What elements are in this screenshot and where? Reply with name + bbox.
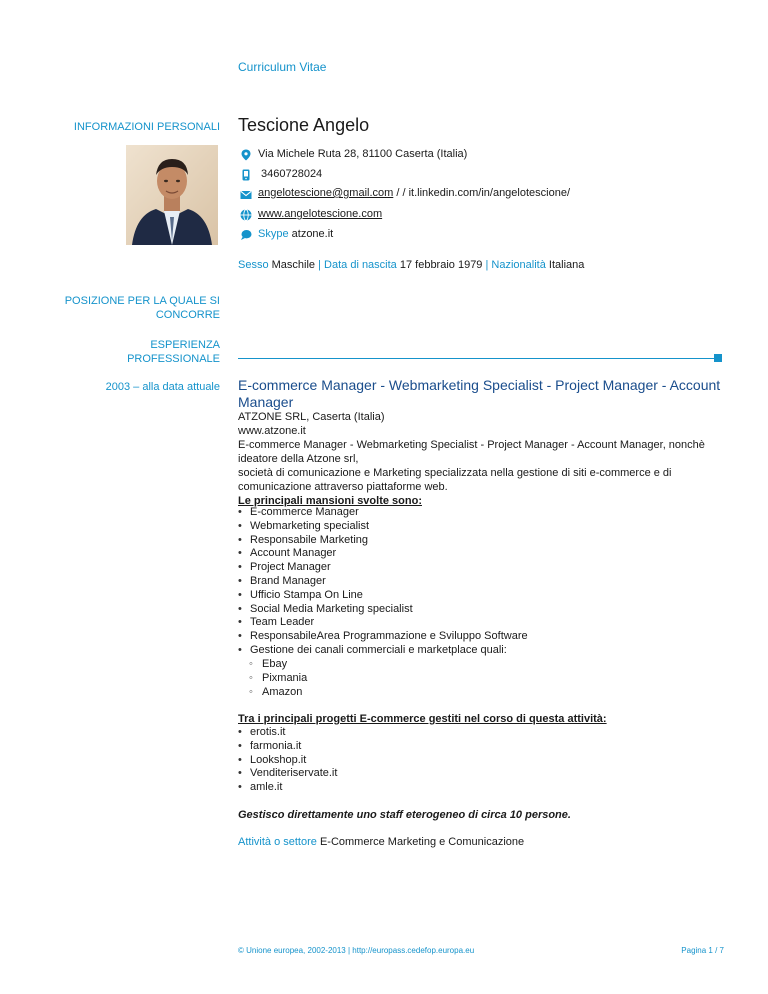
label-position-line2: CONCORRE bbox=[155, 309, 220, 321]
list-item: • Webmarketing specialist bbox=[238, 520, 528, 534]
job-desc-line: comunicazione attraverso piattaforme web. bbox=[238, 481, 448, 493]
marketplaces-list bbox=[238, 658, 307, 699]
list-item: • Brand Manager bbox=[238, 575, 528, 589]
sector-label: Attività o settore bbox=[238, 836, 317, 848]
list-item: ◦ Amazon bbox=[238, 686, 307, 700]
list-item: • farmonia.it bbox=[238, 740, 337, 754]
job-desc-line: società di comunicazione e Marketing specializzata nella gestione di siti e-commerce e di bbox=[238, 467, 672, 479]
job-desc-line: E-commerce Manager - Webmarketing Specialist - Project Manager - Account Manager, nonchè bbox=[238, 439, 705, 451]
list-item: • Lookshop.it bbox=[238, 754, 337, 768]
website-row bbox=[258, 208, 382, 220]
globe-icon bbox=[240, 208, 252, 220]
section-divider bbox=[238, 358, 714, 359]
list-item: • Gestione dei canali commerciali e marketplace quali: bbox=[238, 644, 528, 658]
list-item: • Ufficio Stampa On Line bbox=[238, 589, 528, 603]
personal-details-line bbox=[238, 258, 584, 272]
separator: | bbox=[315, 259, 325, 271]
list-item: • Venditeriservate.it bbox=[238, 767, 337, 781]
profile-photo bbox=[126, 145, 218, 245]
email-linkedin-separator: / / bbox=[393, 187, 409, 199]
job-title: E-commerce Manager - Webmarketing Specialist - Project Manager - Account Manager bbox=[238, 377, 721, 410]
list-item: ◦ Ebay bbox=[238, 658, 307, 672]
label-experience-line1: ESPERIENZA bbox=[150, 339, 220, 351]
nationality-value: Italiana bbox=[548, 259, 585, 271]
skype-row bbox=[258, 228, 333, 240]
list-item: ◦ Pixmania bbox=[238, 672, 307, 686]
birth-value: 17 febbraio 1979 bbox=[399, 259, 483, 271]
sector-value: E-Commerce Marketing e Comunicazione bbox=[319, 836, 525, 848]
projects-heading: Tra i principali progetti E-commerce gestiti nel corso di questa attività: bbox=[238, 713, 607, 725]
chat-bubble-icon bbox=[240, 228, 252, 240]
linkedin-url[interactable]: it.linkedin.com/in/angelotescione/ bbox=[408, 187, 571, 199]
list-item: • ResponsabileArea Programmazione e Sviluppo Software bbox=[238, 630, 528, 644]
projects-list bbox=[238, 726, 337, 795]
job-company-url: www.atzone.it bbox=[238, 425, 306, 437]
list-item: • Social Media Marketing specialist bbox=[238, 603, 528, 617]
address-text: Via Michele Ruta 28, 81100 Caserta (Italia) bbox=[258, 148, 468, 160]
list-item: • amle.it bbox=[238, 781, 337, 795]
label-position-line1: POSIZIONE PER LA QUALE SI bbox=[64, 295, 220, 307]
document-header-title: Curriculum Vitae bbox=[238, 60, 327, 74]
staff-note: Gestisco direttamente uno staff eterogeneo di circa 10 persone. bbox=[238, 809, 571, 821]
label-period: 2003 – alla data attuale bbox=[105, 381, 220, 393]
footer-copyright: © Unione europea, 2002-2013 | http://europass.cedefop.europa.eu bbox=[238, 946, 475, 955]
section-divider-square bbox=[714, 354, 722, 362]
duties-list bbox=[238, 506, 528, 658]
list-item: • erotis.it bbox=[238, 726, 337, 740]
contact-email-row bbox=[258, 187, 570, 199]
mobile-phone-icon bbox=[240, 168, 252, 180]
list-item: • Team Leader bbox=[238, 616, 528, 630]
sex-value: Maschile bbox=[271, 259, 316, 271]
label-personal-info: INFORMAZIONI PERSONALI bbox=[73, 121, 220, 133]
website-link[interactable]: www.angelotescione.com bbox=[258, 208, 383, 220]
label-experience-line2: PROFESSIONALE bbox=[127, 353, 220, 365]
list-item: • Account Manager bbox=[238, 547, 528, 561]
sector-row bbox=[238, 835, 524, 849]
duties-heading: Le principali mansioni svolte sono: bbox=[238, 495, 422, 507]
phone-number[interactable]: 3460728024 bbox=[261, 168, 323, 180]
email-link[interactable]: angelotescione@gmail.com bbox=[258, 187, 394, 199]
birth-label: Data di nascita bbox=[324, 259, 397, 271]
skype-label: Skype bbox=[258, 228, 289, 240]
job-company: ATZONE SRL, Caserta (Italia) bbox=[238, 411, 385, 423]
person-name: Tescione Angelo bbox=[238, 115, 370, 135]
sex-label: Sesso bbox=[238, 259, 269, 271]
list-item: • E-commerce Manager bbox=[238, 506, 528, 520]
page-number: Pagina 1 / 7 bbox=[681, 946, 724, 955]
job-desc-line: ideatore della Atzone srl, bbox=[238, 453, 359, 465]
separator: | bbox=[482, 259, 492, 271]
envelope-icon bbox=[240, 188, 252, 200]
nationality-label: Nazionalità bbox=[491, 259, 546, 271]
list-item: • Responsabile Marketing bbox=[238, 534, 528, 548]
job-description bbox=[238, 438, 728, 508]
list-item: • Project Manager bbox=[238, 561, 528, 575]
skype-value: atzone.it bbox=[291, 228, 334, 240]
location-pin-icon bbox=[240, 148, 252, 160]
